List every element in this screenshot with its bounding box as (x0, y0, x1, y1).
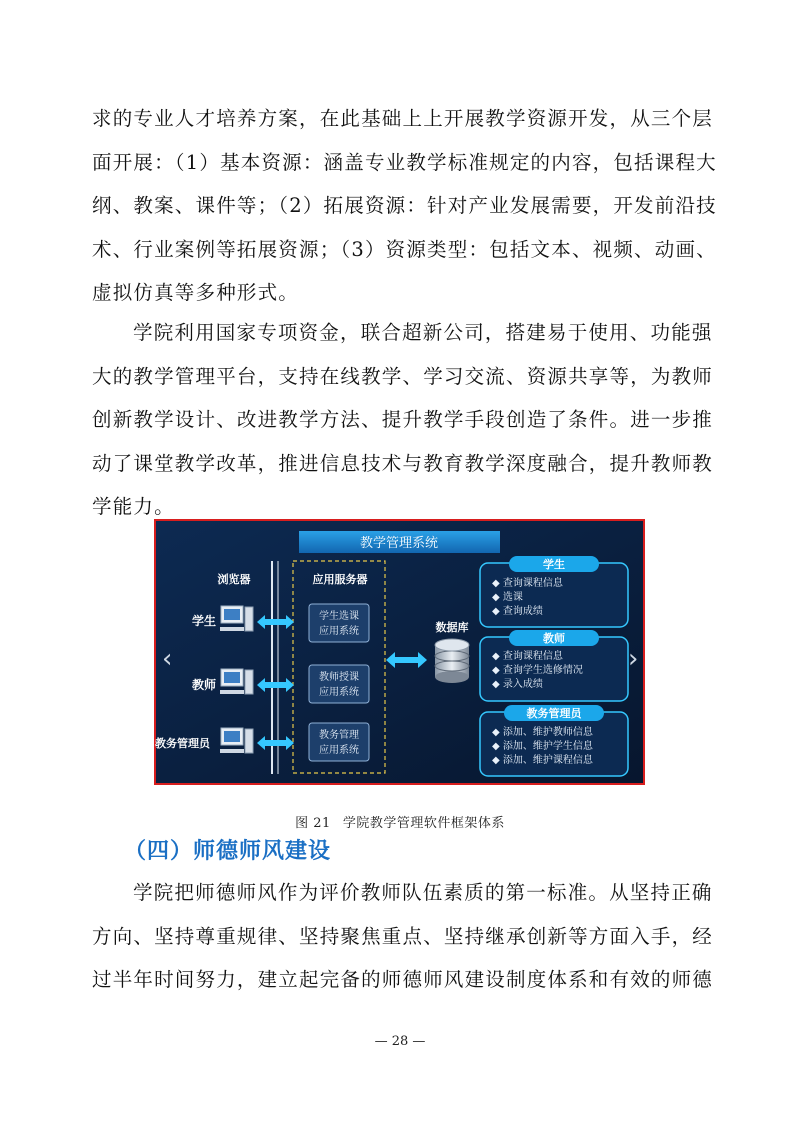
diagram-title: 教学管理系统 (359, 536, 439, 551)
panel-item: ◆ 查询课程信息 (492, 578, 563, 589)
database-icon (435, 639, 469, 683)
server-box-line: 应用系统 (319, 687, 359, 698)
text-line: 动了课堂教学改革，推进信息技术与教育教学深度融合，提升教师教 (92, 451, 714, 475)
text-line: 术、行业案例等拓展资源；（3）资源类型：包括文本、视频、动画、 (92, 237, 717, 261)
server-box-line: 应用系统 (319, 626, 359, 637)
panel-item: ◆ 添加、维护课程信息 (492, 755, 593, 766)
system-architecture-diagram (154, 519, 645, 785)
section-heading: （四）师德师风建设 (124, 839, 332, 864)
paragraph-resources (92, 97, 717, 315)
next-arrow-icon[interactable]: › (628, 644, 639, 674)
text-line: 求的专业人才培养方案，在此基础上上开展教学资源开发，从三个层 (92, 107, 714, 130)
computer-icon (220, 728, 253, 753)
server-label: 应用服务器 (312, 573, 368, 586)
user-label: 教务管理员 (155, 737, 210, 750)
panel-student (480, 556, 628, 627)
text-line: 学院把师德师风作为评价教师队伍素质的第一标准。从坚持正确 (133, 881, 713, 904)
panel-title: 教务管理员 (526, 707, 582, 720)
text-line: 学能力。 (92, 495, 175, 518)
server-box-line: 教师授课 (319, 672, 359, 683)
panel-item: ◆ 录入成绩 (492, 679, 543, 690)
panel-admin (480, 705, 628, 776)
panel-item: ◆ 查询课程信息 (492, 651, 563, 662)
database-label: 数据库 (435, 621, 469, 634)
browser-label: 浏览器 (217, 573, 251, 586)
paragraph-platform (92, 311, 714, 529)
panel-item: ◆ 添加、维护学生信息 (492, 741, 593, 752)
server-box-line: 教务管理 (319, 730, 359, 741)
text-line: 虚拟仿真等多种形式。 (92, 281, 300, 304)
panel-teacher (480, 630, 628, 701)
server-box-line: 学生选课 (319, 611, 359, 622)
page-number: — 28 — (374, 1034, 426, 1049)
paragraph-ethics (92, 871, 714, 1002)
server-box-teacher (309, 665, 369, 703)
server-box-student (309, 604, 369, 642)
text-line: 过半年时间努力，建立起完备的师德师风建设制度体系和有效的师德 (92, 968, 714, 991)
figure-title: 学院教学管理软件框架体系 (342, 816, 505, 831)
computer-icon (220, 669, 253, 694)
text-line: 面开展：（1）基本资源：涵盖专业教学标准规定的内容，包括课程大 (92, 150, 717, 174)
server-box-admin (309, 723, 369, 761)
prev-arrow-icon[interactable]: ‹ (162, 644, 173, 674)
panel-title: 教师 (543, 632, 565, 645)
text-line: 学院利用国家专项资金，联合超新公司，搭建易于使用、功能强 (133, 321, 713, 344)
user-label: 教师 (192, 678, 217, 692)
text-line: 创新教学设计、改进教学方法、提升教学手段创造了条件。进一步推 (92, 408, 714, 431)
panel-title: 学生 (543, 558, 565, 571)
panel-item: ◆ 查询学生选修情况 (492, 665, 583, 676)
panel-item: ◆ 添加、维护教师信息 (492, 727, 593, 738)
computer-icon (220, 606, 253, 631)
panel-item: ◆ 查询成绩 (492, 606, 543, 617)
text-line: 纲、教案、课件等；（2）拓展资源：针对产业发展需要，开发前沿技 (92, 194, 717, 217)
panel-item: ◆ 选课 (492, 592, 523, 603)
figure-number: 图 21 (295, 816, 331, 831)
server-box-line: 应用系统 (319, 745, 359, 756)
figure-caption (0, 812, 800, 831)
text-line: 大的教学管理平台，支持在线教学、学习交流、资源共享等，为教师 (92, 364, 714, 388)
user-label: 学生 (192, 614, 217, 628)
text-line: 方向、坚持尊重规律、坚持聚焦重点、坚持继承创新等方面入手，经 (92, 924, 714, 948)
